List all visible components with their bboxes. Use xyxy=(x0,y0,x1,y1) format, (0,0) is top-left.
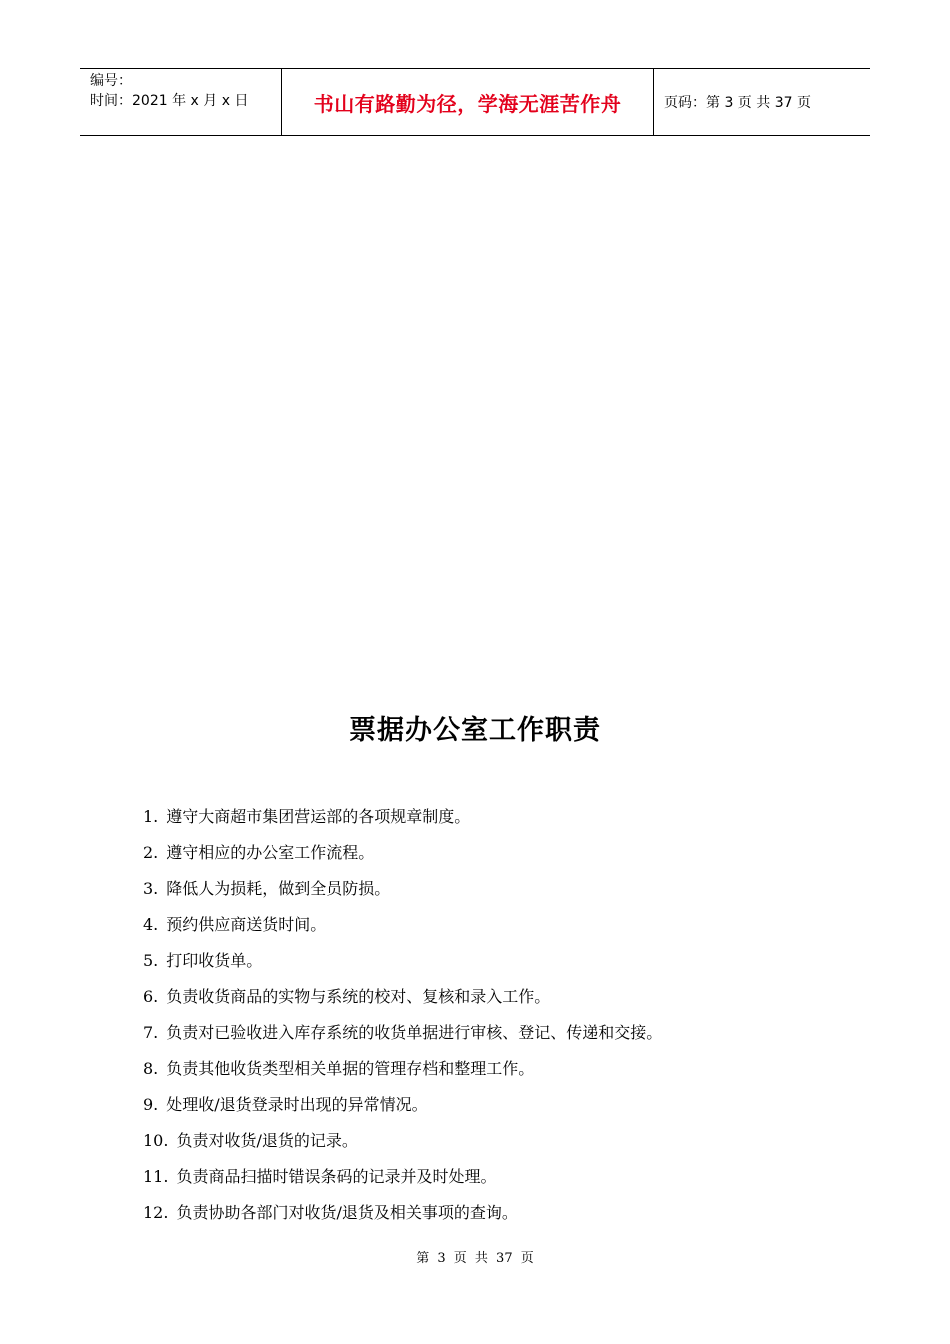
list-item-number: 12. xyxy=(143,1203,169,1222)
list-item-number: 10. xyxy=(143,1131,169,1150)
number-label: 编号： xyxy=(90,73,132,89)
list-item-number: 5. xyxy=(143,951,159,970)
list-item-text: 遵守相应的办公室工作流程。 xyxy=(166,843,375,862)
list-item-number: 9. xyxy=(143,1095,159,1114)
list-item-text: 负责其他收货类型相关单据的管理存档和整理工作。 xyxy=(166,1059,535,1078)
duty-list xyxy=(143,804,662,1236)
list-item xyxy=(143,1056,662,1092)
list-item-text: 预约供应商送货时间。 xyxy=(166,915,327,934)
list-item-number: 2. xyxy=(143,843,159,862)
list-item xyxy=(143,912,662,948)
list-item-text: 遵守大商超市集团营运部的各项规章制度。 xyxy=(166,807,471,826)
list-item xyxy=(143,876,662,912)
list-item-number: 7. xyxy=(143,1023,159,1042)
list-item xyxy=(143,1092,662,1128)
list-item-text: 负责商品扫描时错误条码的记录并及时处理。 xyxy=(176,1167,497,1186)
list-item-number: 11. xyxy=(143,1167,169,1186)
document-title: 票据办公室工作职责 xyxy=(349,715,601,746)
list-item xyxy=(143,948,662,984)
list-item xyxy=(143,984,662,1020)
header-page-cell xyxy=(654,69,870,135)
page-footer: 第 3 页 共 37 页 xyxy=(416,1251,534,1266)
list-item xyxy=(143,1164,662,1200)
list-item-text: 负责协助各部门对收货/退货及相关事项的查询。 xyxy=(176,1203,518,1222)
list-item-text: 负责对已验收进入库存系统的收货单据进行审核、登记、传递和交接。 xyxy=(166,1023,663,1042)
list-item-text: 降低人为损耗，做到全员防损。 xyxy=(166,879,391,898)
header-meta xyxy=(80,69,282,135)
list-item-number: 4. xyxy=(143,915,159,934)
list-item xyxy=(143,804,662,840)
list-item xyxy=(143,1128,662,1164)
page-code: 页码：第 3 页 共 37 页 xyxy=(664,95,811,111)
list-item xyxy=(143,1200,662,1236)
list-item-number: 8. xyxy=(143,1059,159,1078)
list-item-text: 打印收货单。 xyxy=(166,951,263,970)
list-item xyxy=(143,1020,662,1056)
list-item-number: 1. xyxy=(143,807,159,826)
page-header xyxy=(80,68,870,136)
list-item-text: 负责收货商品的实物与系统的校对、复核和录入工作。 xyxy=(166,987,551,1006)
header-motto-cell xyxy=(282,69,654,135)
list-item-number: 3. xyxy=(143,879,159,898)
list-item-number: 6. xyxy=(143,987,159,1006)
time-label: 时间：2021 年 x 月 x 日 xyxy=(90,93,249,109)
motto: 书山有路勤为径，学海无涯苦作舟 xyxy=(313,91,622,116)
list-item xyxy=(143,840,662,876)
list-item-text: 处理收/退货登录时出现的异常情况。 xyxy=(166,1095,428,1114)
list-item-text: 负责对收货/退货的记录。 xyxy=(176,1131,358,1150)
